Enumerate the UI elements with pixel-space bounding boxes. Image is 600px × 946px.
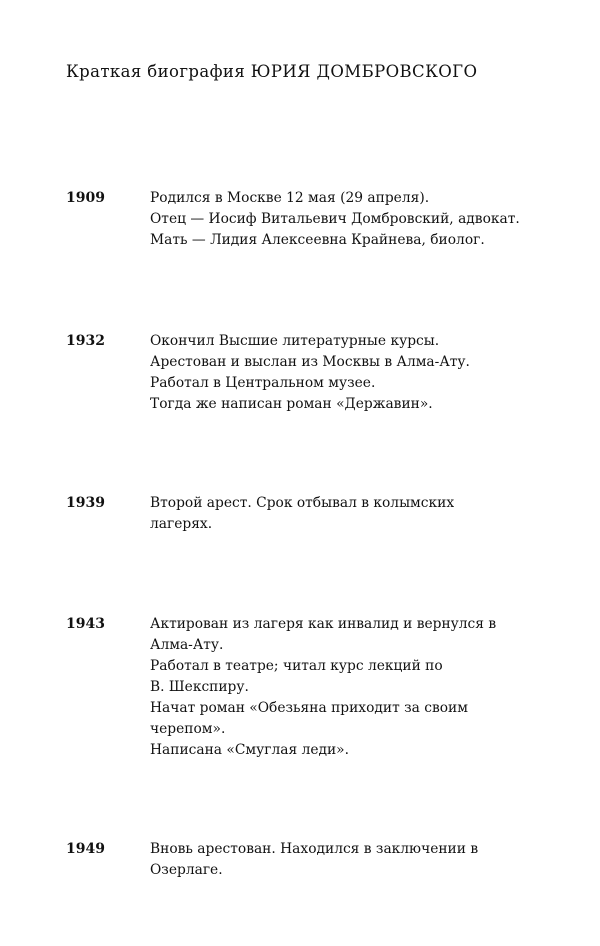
entry-line: Алма-Ату. <box>150 637 224 653</box>
entry-line: Вновь арестован. Находился в заключении в <box>150 841 479 857</box>
entry-text <box>150 331 570 415</box>
entry-line: Мать — Лидия Алексеевна Крайнева, биолог. <box>150 232 485 248</box>
entry-line: Актирован из лагеря как инвалид и вернулся в <box>150 616 497 632</box>
entry-text <box>150 614 570 761</box>
entry-line: Начат роман «Обезьяна приходит за своим <box>150 700 468 716</box>
entry-line: Написана «Смуглая леди». <box>150 742 350 758</box>
entry-text <box>150 839 570 881</box>
entry-line: Второй арест. Срок отбывал в колымских <box>150 495 455 511</box>
entry-line: Тогда же написан роман «Державин». <box>150 396 433 412</box>
entry-line: Отец — Иосиф Витальевич Домбровский, адвокат. <box>150 211 520 227</box>
entry-line: Работал в Центральном музее. <box>150 375 376 391</box>
entry-text <box>150 188 570 251</box>
entry-year: 1932 <box>66 333 105 349</box>
entry-line: Родился в Москве 12 мая (29 апреля). <box>150 190 430 206</box>
entry-year: 1949 <box>66 841 105 857</box>
entry-line: Озерлаге. <box>150 862 223 878</box>
entry-line: Работал в театре; читал курс лекций по <box>150 658 443 674</box>
page-title: Краткая биография ЮРИЯ ДОМБРОВСКОГО <box>66 62 478 81</box>
entry-year: 1943 <box>66 616 105 632</box>
entry-line: Окончил Высшие литературные курсы. <box>150 333 440 349</box>
entry-year: 1939 <box>66 495 105 511</box>
entry-line: лагерях. <box>150 516 213 532</box>
entry-text <box>150 493 570 535</box>
entry-line: черепом». <box>150 721 226 737</box>
entry-line: В. Шекспиру. <box>150 679 249 695</box>
entry-year: 1909 <box>66 190 105 206</box>
entry-line: Арестован и выслан из Москвы в Алма-Ату. <box>150 354 470 370</box>
